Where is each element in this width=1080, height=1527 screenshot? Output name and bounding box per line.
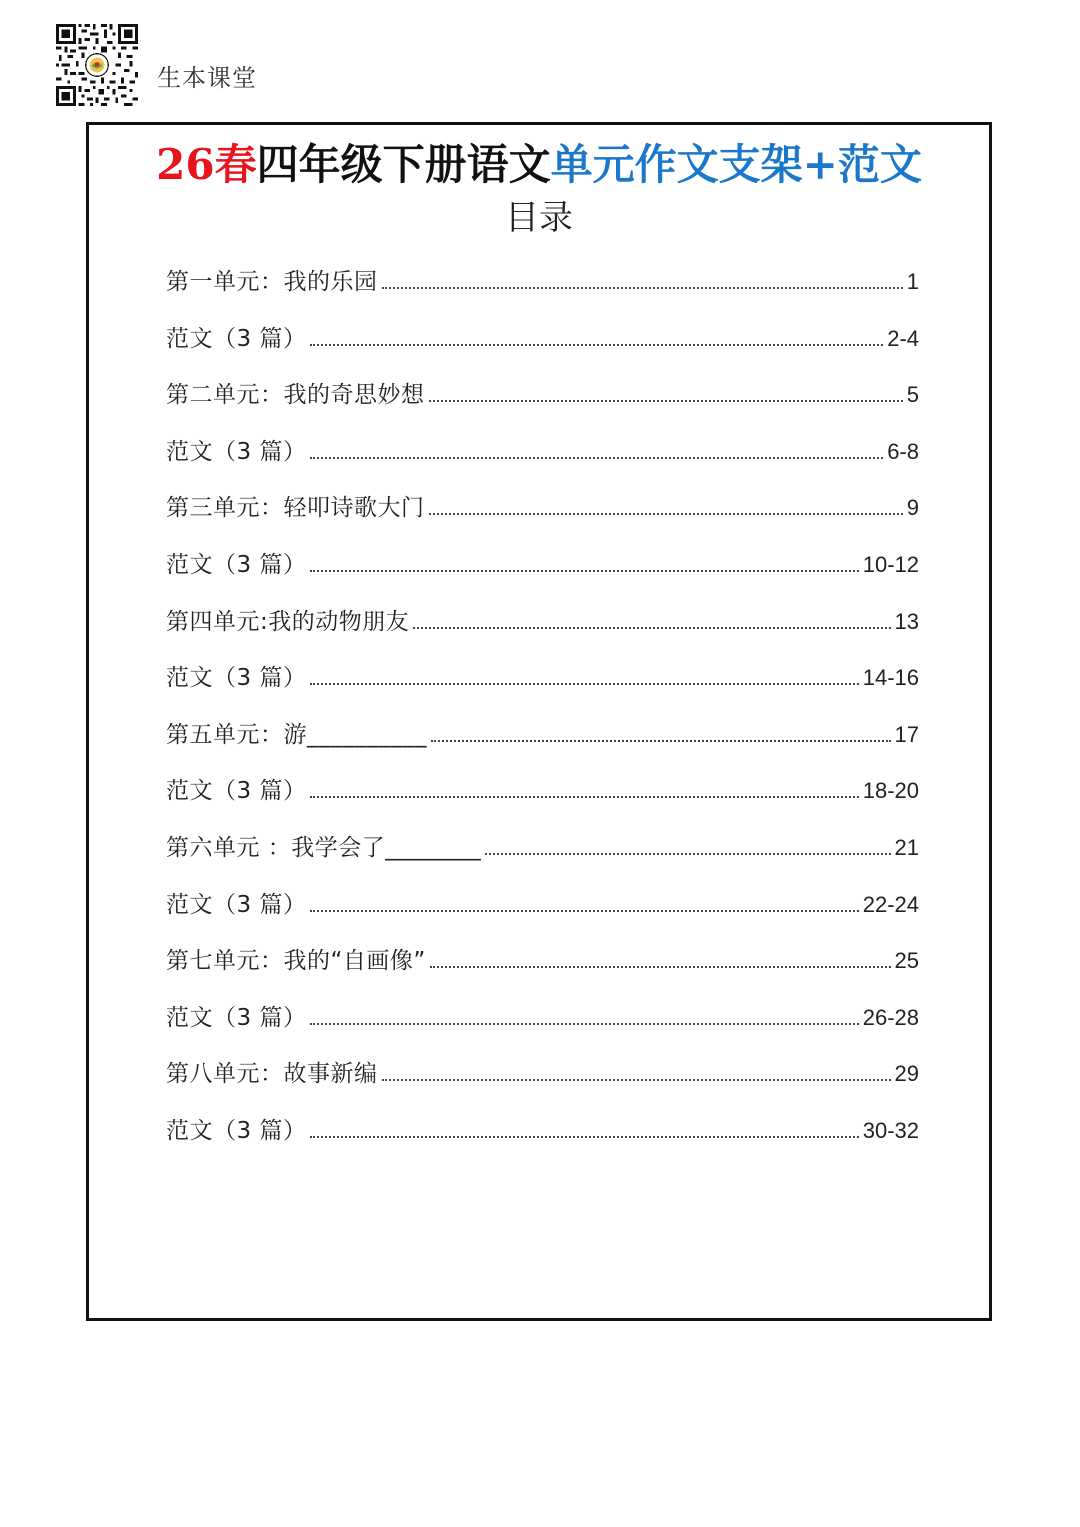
toc-entry[interactable] xyxy=(166,1045,919,1089)
toc-entry[interactable] xyxy=(166,932,919,976)
brand-name: 生本课堂 xyxy=(157,64,257,92)
toc-entry-page: 21 xyxy=(894,835,919,860)
toc-entry-page: 10-12 xyxy=(862,552,919,577)
toc-entry-label: 范文（3 篇） xyxy=(166,778,307,805)
toc-entry-label: 第三单元：轻叩诗歌大门 xyxy=(166,495,425,522)
toc-entry-label: 第一单元：我的乐园 xyxy=(166,269,378,295)
toc-entry[interactable] xyxy=(166,819,919,863)
toc-entry[interactable] xyxy=(166,1102,919,1146)
toc-entry-page: 29 xyxy=(894,1061,919,1087)
toc-leader-dots xyxy=(431,740,891,742)
toc-entry[interactable] xyxy=(166,762,919,806)
toc-leader-dots xyxy=(382,1079,891,1081)
toc-entry-label: 第二单元：我的奇思妙想 xyxy=(166,382,425,409)
toc-entry[interactable] xyxy=(166,989,919,1033)
toc-entry[interactable] xyxy=(166,536,919,580)
toc-entry[interactable] xyxy=(166,649,919,693)
toc-leader-dots xyxy=(310,570,858,572)
toc-entry-page: 22-24 xyxy=(862,891,919,917)
toc-entry[interactable] xyxy=(166,310,919,354)
toc-leader-dots xyxy=(310,457,883,459)
toc-entry-label: 范文（3 篇） xyxy=(166,1004,307,1031)
toc-entry-label: 范文（3 篇） xyxy=(166,1118,307,1144)
toc-leader-dots xyxy=(413,627,890,629)
toc-entry-label: 范文（3 篇） xyxy=(166,891,307,918)
toc-entry[interactable] xyxy=(166,479,919,523)
toc-leader-dots xyxy=(310,1136,858,1138)
toc-entry-page: 18-20 xyxy=(862,778,919,804)
toc-entry-page: 1 xyxy=(906,269,919,294)
toc-leader-dots xyxy=(382,287,903,289)
toc-entry-page: 6-8 xyxy=(887,438,919,464)
toc-leader-dots xyxy=(485,853,890,855)
toc-leader-dots xyxy=(310,683,858,685)
toc-entry-page: 9 xyxy=(906,495,919,521)
toc-leader-dots xyxy=(310,344,883,346)
title-season: 26春 xyxy=(156,140,257,189)
toc-entry-page: 13 xyxy=(894,608,919,634)
toc-leader-dots xyxy=(310,910,858,912)
title-grade: 四年级下册语文 xyxy=(256,140,551,189)
toc-entry[interactable] xyxy=(166,593,919,637)
qr-code-icon xyxy=(52,24,142,106)
toc-entry-page: 17 xyxy=(894,721,919,747)
title-topic: 单元作文支架+范文 xyxy=(550,140,922,189)
toc-entry-page: 5 xyxy=(906,382,919,408)
toc-entry-page: 30-32 xyxy=(862,1118,919,1143)
toc-entry[interactable] xyxy=(166,876,919,920)
toc-entry[interactable] xyxy=(166,706,919,750)
toc-entry-page: 2-4 xyxy=(887,325,919,351)
toc-leader-dots xyxy=(310,1023,858,1025)
toc-entry-label: 范文（3 篇） xyxy=(166,552,307,578)
toc-entry-page: 26-28 xyxy=(862,1004,919,1030)
toc-leader-dots xyxy=(310,796,858,798)
toc-leader-dots xyxy=(429,513,903,515)
toc-entry[interactable] xyxy=(166,366,919,410)
toc-entry-label: 第四单元:我的动物朋友 xyxy=(166,608,410,635)
toc-entry-label: 第五单元：游__________ xyxy=(166,721,427,748)
toc-heading: 目录 xyxy=(505,198,573,238)
page-title xyxy=(89,137,989,193)
toc-entry-label: 第七单元：我的“自画像” xyxy=(166,948,426,975)
toc-entry-label: 第六单元 ：我学会了________ xyxy=(166,835,482,861)
toc-entry-label: 范文（3 篇） xyxy=(166,325,307,352)
toc-leader-dots xyxy=(430,966,891,968)
toc-entry-page: 25 xyxy=(894,948,919,974)
toc-entry[interactable] xyxy=(166,423,919,467)
toc-entry-label: 范文（3 篇） xyxy=(166,665,307,692)
toc-entry-label: 范文（3 篇） xyxy=(166,438,307,465)
toc-entry-label: 第八单元：故事新编 xyxy=(166,1061,378,1088)
toc-entry[interactable] xyxy=(166,253,919,297)
toc-entry-page: 14-16 xyxy=(862,665,919,691)
toc-frame xyxy=(86,122,992,1321)
toc-leader-dots xyxy=(429,400,903,402)
